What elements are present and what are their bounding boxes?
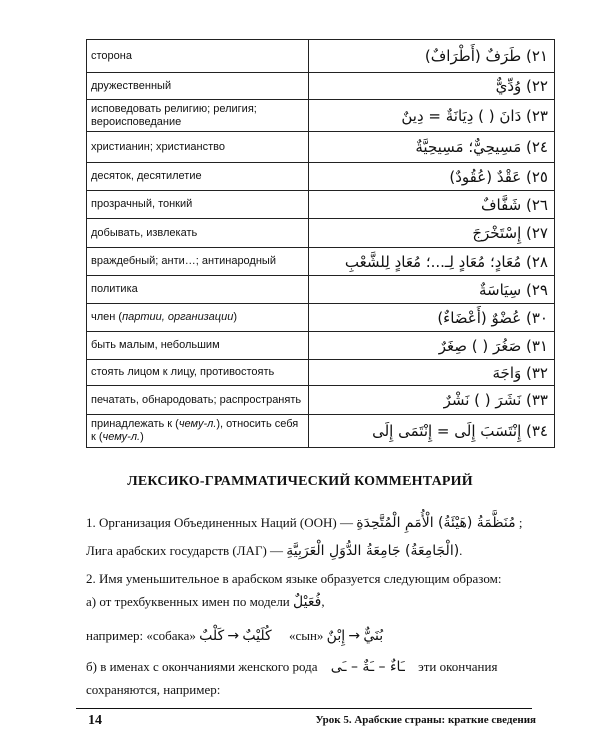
russian-cell: враждебный; анти…; антинародный xyxy=(87,248,309,276)
arabic-cell: ٢٢) وُدِّيٌّ xyxy=(309,73,555,100)
example-line: например: «собака» كَلْبٌ → كُلَيْبٌ «сын» إِبْنٌ → بُنَيٌّ xyxy=(86,628,384,644)
russian-cell: прозрачный, тонкий xyxy=(87,191,309,219)
arabic-cell: ٢١) طَرَفٌ (أَطْرَافٌ) xyxy=(309,40,555,73)
arabic-cell: ٣١) صَغُرَ ( ) صِغَرٌ xyxy=(309,332,555,360)
table-row xyxy=(87,219,555,248)
russian-cell: десяток, десятилетие xyxy=(87,163,309,191)
table-row xyxy=(87,163,555,191)
commentary-line-3: 2. Имя уменьшительное в арабском языке образуется следующим образом: xyxy=(86,571,502,586)
section-heading: ЛЕКСИКО-ГРАММАТИЧЕСКИЙ КОММЕНТАРИЙ xyxy=(127,474,473,489)
russian-cell: христианин; христианство xyxy=(87,132,309,163)
commentary-line-1: 1. Организация Объединенных Наций (ООН) — مُنَظَّمَةُ (هَيْئَةُ) الْأُمَمِ الْمُتَّحِدَةِ ; xyxy=(86,515,523,531)
russian-cell: добывать, извлекать xyxy=(87,219,309,248)
russian-cell: исповедовать религию; религия; вероисповедание xyxy=(87,100,309,132)
russian-cell: печатать, обнародовать; распространять xyxy=(87,386,309,415)
arabic-cell: ٢٩) سِيَاسَةٌ xyxy=(309,276,555,304)
commentary-line-6: б) в именах с окончаниями женского рода ـَاءٌ – ـَةٌ – ـَى эти окончания xyxy=(86,659,498,675)
commentary-line-7: сохраняются, например: xyxy=(86,682,221,697)
arabic-cell: ٢٦) شَفَّافٌ xyxy=(309,191,555,219)
table-row xyxy=(87,100,555,132)
russian-cell: политика xyxy=(87,276,309,304)
arrow-right-icon: → xyxy=(227,628,240,644)
table-row xyxy=(87,304,555,332)
russian-cell: быть малым, небольшим xyxy=(87,332,309,360)
table-row xyxy=(87,332,555,360)
commentary-line-4: а) от трехбуквенных имен по модели فُعَيْلٌ, xyxy=(86,594,325,610)
table-row xyxy=(87,73,555,100)
table-row xyxy=(87,248,555,276)
arabic-cell: ٢٤) مَسِيحِيٌّ؛ مَسِيحِيَّةٌ xyxy=(309,132,555,163)
russian-cell: член (партии, организации) xyxy=(87,304,309,332)
russian-cell: сторона xyxy=(87,40,309,73)
table-row xyxy=(87,191,555,219)
table-row xyxy=(87,132,555,163)
page-number: 14 xyxy=(88,713,102,728)
arabic-cell: ٣٤) إِنْتَسَبَ إِلَى = إِنْتَمَى إِلَى xyxy=(309,415,555,448)
vocabulary-table xyxy=(86,39,555,448)
table-row xyxy=(87,40,555,73)
arabic-cell: ٢٨) مُعَادٍ؛ مُعَادٍ لِـ...؛ مُعَادٍ لِلشَّعْبِ xyxy=(309,248,555,276)
commentary-line-2: Лига арабских государств (ЛАГ) — (الْجَامِعَةُ) جَامِعَةُ الدُّوَلِ الْعَرَبِيَّةِ. xyxy=(86,543,463,559)
table-row xyxy=(87,276,555,304)
arabic-cell: ٢٥) عَقْدٌ (عُقُودٌ) xyxy=(309,163,555,191)
arabic-cell: ٢٣) دَانَ ( ) دِيَانَةٌ = دِينٌ xyxy=(309,100,555,132)
running-title: Урок 5. Арабские страны: краткие сведения xyxy=(315,714,536,726)
table-row xyxy=(87,360,555,386)
arabic-cell: ٣٢) وَاجَهَ xyxy=(309,360,555,386)
arabic-cell: ٣٣) نَشَرَ ( ) نَشْرٌ xyxy=(309,386,555,415)
table-row xyxy=(87,386,555,415)
table-row xyxy=(87,415,555,448)
footer-divider xyxy=(76,708,532,709)
russian-cell: принадлежать к (чему-л.), относить себя к (чему-л.) xyxy=(87,415,309,448)
russian-cell: стоять лицом к лицу, противостоять xyxy=(87,360,309,386)
russian-cell: дружественный xyxy=(87,73,309,100)
arrow-right-icon: → xyxy=(348,628,361,644)
arabic-cell: ٣٠) عُضْوٌ (أَعْضَاءٌ) xyxy=(309,304,555,332)
arabic-cell: ٢٧) إِسْتَخْرَجَ xyxy=(309,219,555,248)
